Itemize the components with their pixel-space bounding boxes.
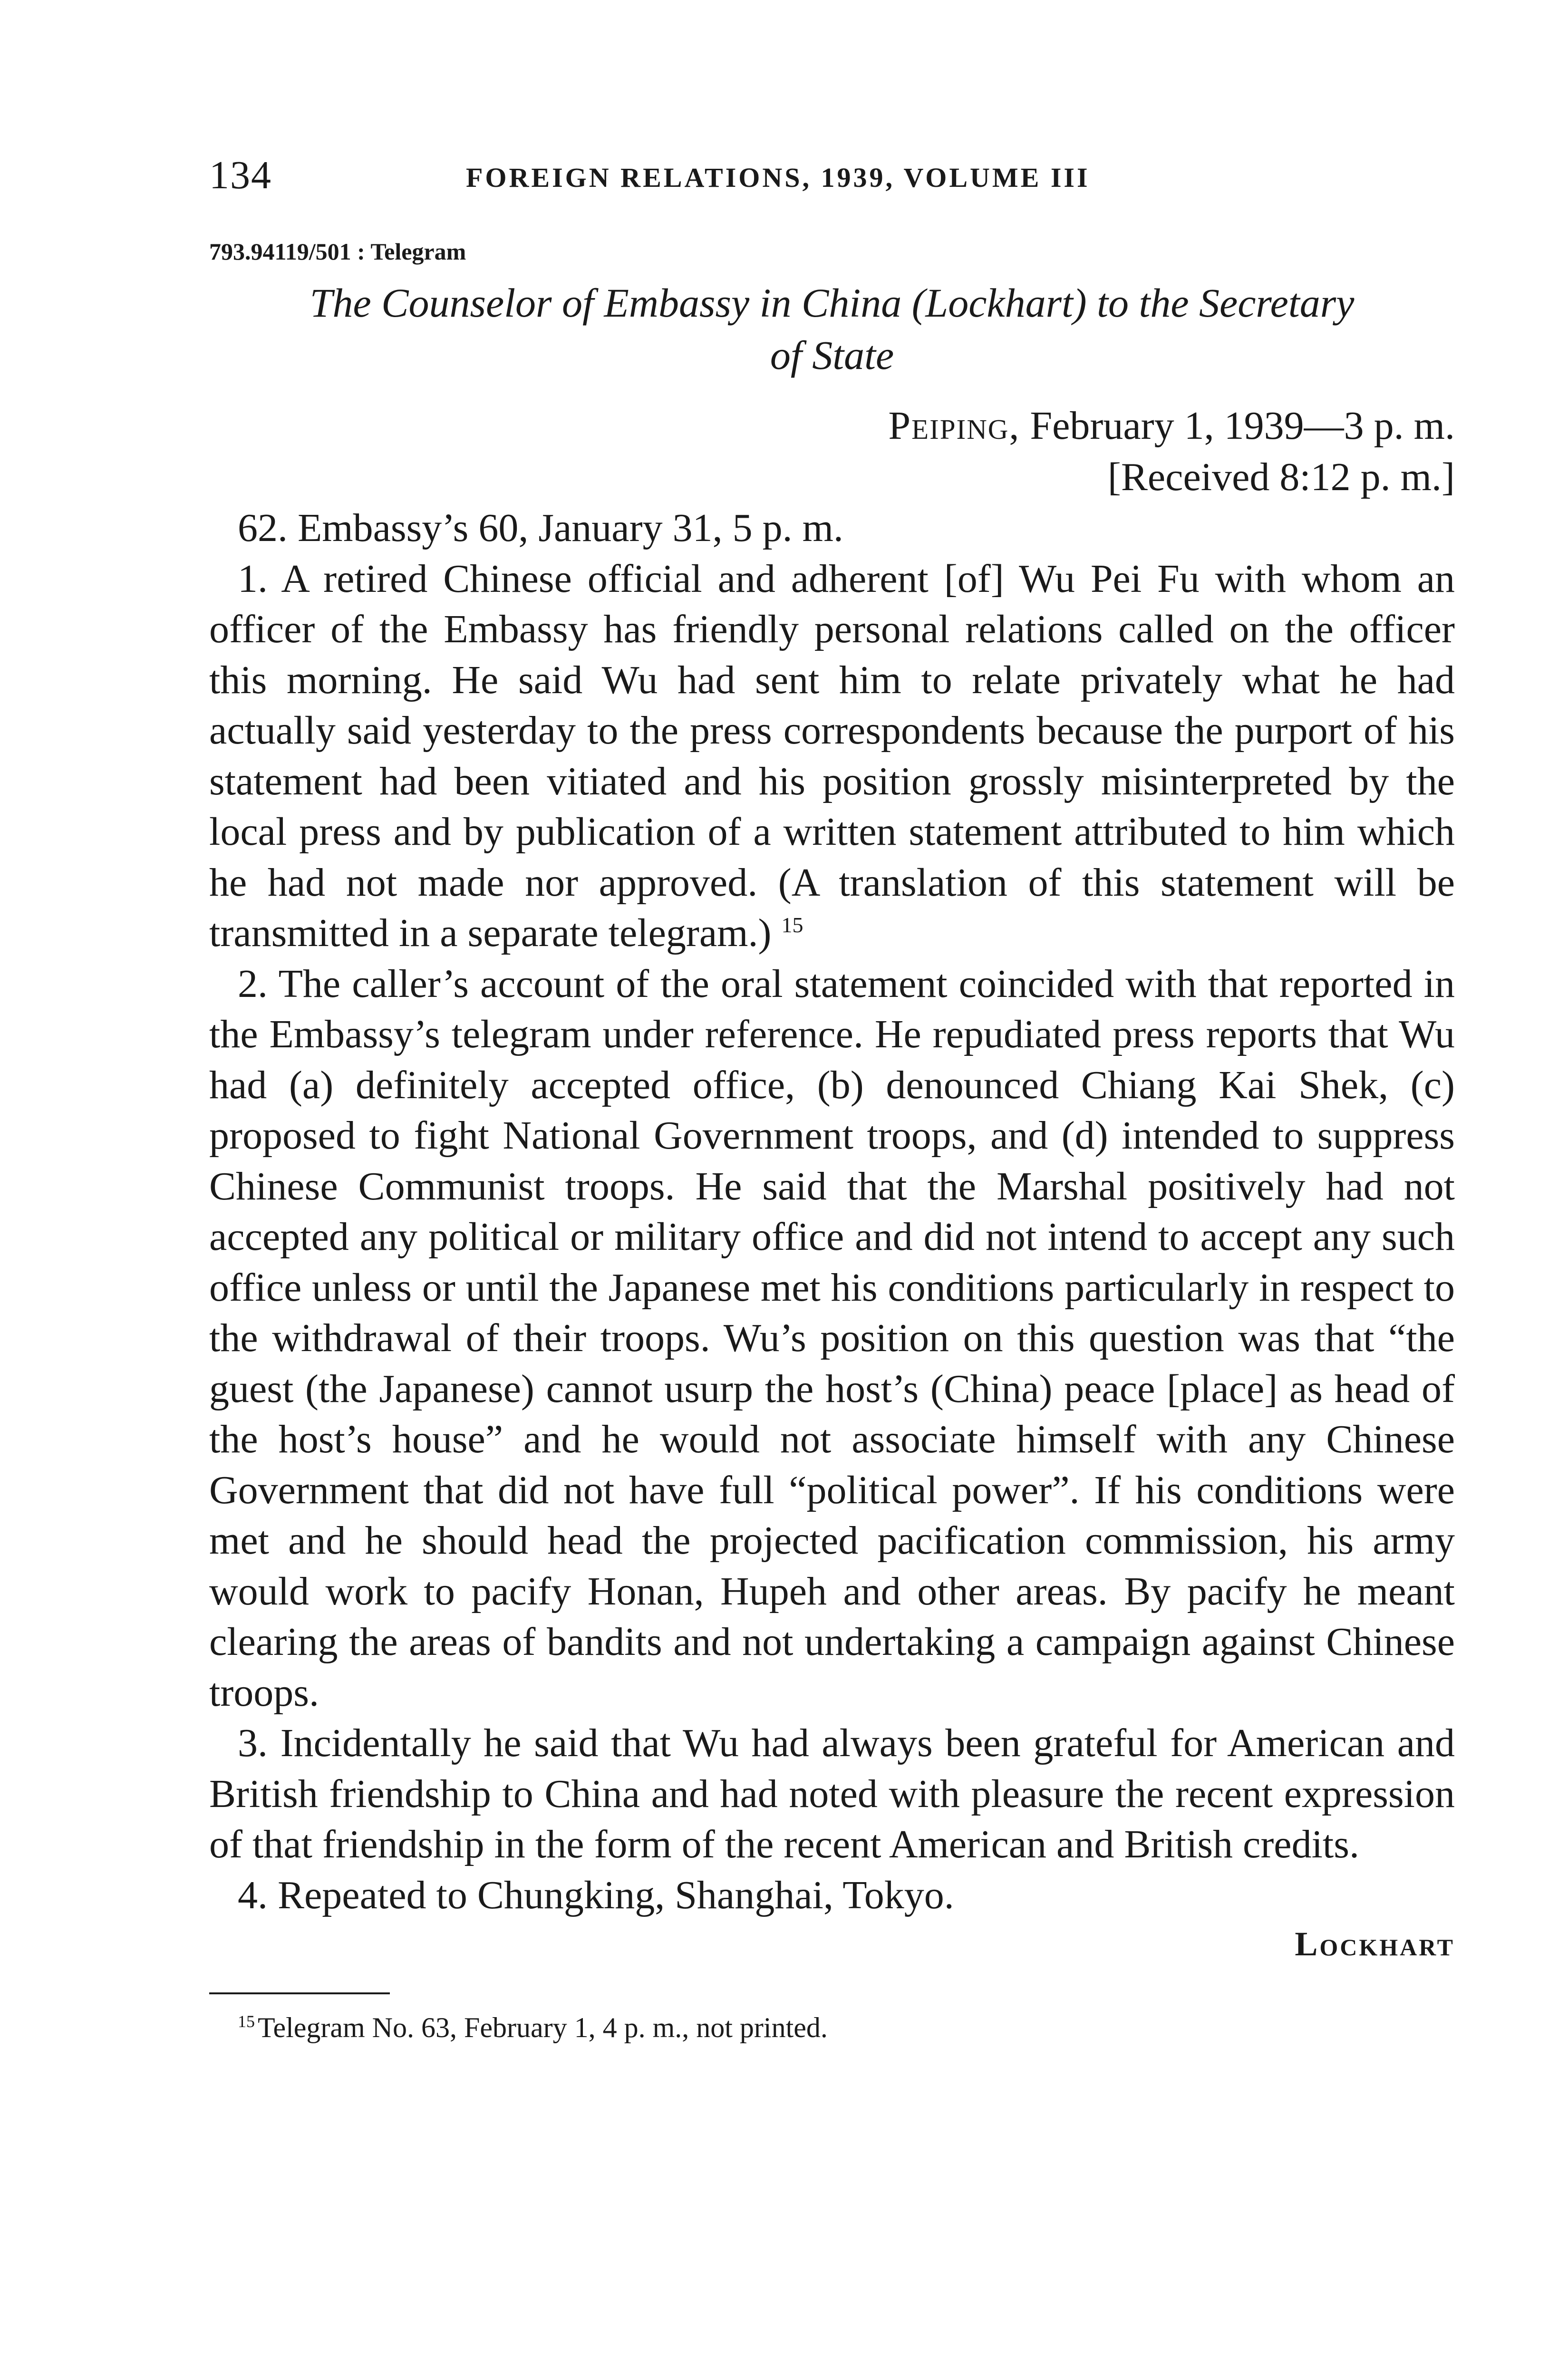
paragraph-2: 2. The caller’s account of the oral statement coincided with that reported in the Embassy’s telegram under reference. He repudiated press reports that Wu had (a) definitely accepted office, (b) denounced Chiang Kai Shek, (c) proposed to fight National Government troops, and (d) intended to suppress Chinese Communist troops. He said that the Marshal positively had not accepted any political or military office and did not intend to accept any such office unless or until the Japanese met his conditions particularly in respect to the withdrawal of their troops. Wu’s position on this question was that “the guest (the Japanese) cannot usurp the host’s (China) peace [place] as head of the host’s house” and he would not associate himself with any Chinese Government that did not have full “political power”. If his conditions were met and he should head the projected pacification commission, his army would work to pacify Honan, Hupeh and other areas. By pacify he meant clearing the areas of bandits and not undertaking a campaign against Chinese troops. (209, 961, 1455, 1715)
footnote-marker: 15 (781, 913, 803, 937)
document-heading (209, 277, 1455, 381)
heading-line-2: of State (770, 332, 894, 378)
dateline-received: [Received 8:12 p. m.] (1107, 455, 1455, 499)
paragraph-1 (209, 554, 1455, 959)
file-reference: 793.94119/501 : Telegram (209, 238, 466, 265)
footnote-number: 15 (238, 2012, 255, 2031)
dateline-sent (209, 400, 1455, 452)
telegram-body (209, 503, 1455, 1921)
heading-line-1: The Counselor of Embassy in China (Lockhart) to the Secretary (310, 280, 1355, 326)
running-title: FOREIGN RELATIONS, 1939, VOLUME III (466, 162, 1090, 193)
running-head (209, 143, 1455, 200)
footnote-text: Telegram No. 63, February 1, 4 p. m., not printed. (258, 2012, 828, 2043)
footnote (209, 2009, 1455, 2047)
paragraph-1-text: 1. A retired Chinese official and adherent [of] Wu Pei Fu with whom an officer of the Embassy has friendly personal relations called on the officer this morning. He said Wu had sent him to relate privately what he had actually said yesterday to the press correspondents because the purport of his statement had been vitiated and his position grossly misinterpreted by the local press and by publication of a written statement attributed to him which he had not made nor approved. (A translation of this statement will be transmitted in a separate telegram.) (209, 556, 1455, 955)
footnote-rule (209, 1992, 390, 1994)
paragraph-4: 4. Repeated to Chungking, Shanghai, Tokyo. (238, 1873, 954, 1917)
dateline-date: February 1, 1939—3 p. m. (1020, 404, 1455, 448)
document-page (209, 143, 1455, 2047)
paragraph-3: 3. Incidentally he said that Wu had always been grateful for American and British friendship to China and had noted with pleasure the recent expression of that friendship in the form of the recent American and British credits. (209, 1721, 1455, 1866)
dateline-place: Peiping, (888, 404, 1020, 448)
paragraph-reference: 62. Embassy’s 60, January 31, 5 p. m. (238, 506, 843, 550)
signature: Lockhart (1295, 1925, 1455, 1963)
page-number: 134 (209, 153, 272, 197)
dateline (209, 400, 1455, 503)
